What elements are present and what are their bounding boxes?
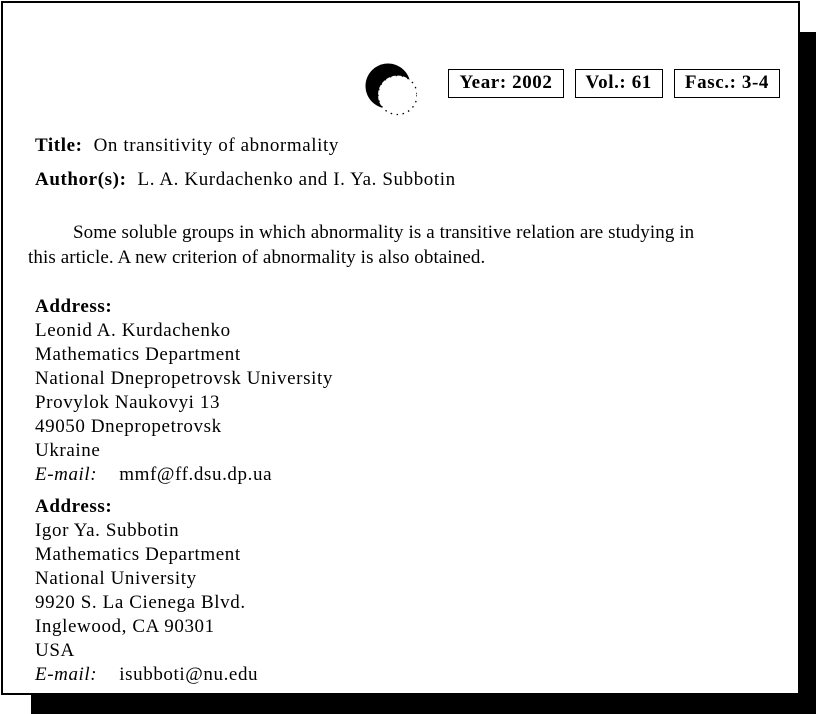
- email-address: isubboti@nu.edu: [119, 664, 259, 685]
- volume-badge: Vol.: 61: [575, 69, 663, 98]
- title-line: [35, 134, 339, 158]
- email-label: E-mail:: [35, 464, 98, 485]
- email-line: [35, 463, 333, 487]
- address-label: Address:: [35, 496, 113, 517]
- crescent-moon-logo-icon: [365, 62, 417, 116]
- abstract-page: [1, 1, 800, 695]
- address-line: Inglewood, CA 90301: [35, 616, 215, 637]
- issue-badges: [448, 69, 780, 98]
- year-badge: Year: 2002: [448, 69, 563, 98]
- abstract-line: Some soluble groups in which abnormality is a transitive relation are studying in: [73, 222, 695, 243]
- address-line: Ukraine: [35, 440, 101, 461]
- address-line: 9920 S. La Cienega Blvd.: [35, 592, 246, 613]
- abstract: [28, 220, 694, 270]
- address-block-kurdachenko: [35, 295, 333, 487]
- authors-line: [35, 168, 456, 192]
- authors-label: Author(s):: [35, 169, 127, 190]
- address-line: National Dnepropetrovsk University: [35, 368, 333, 389]
- address-line: Provylok Naukovyi 13: [35, 392, 221, 413]
- email-line: [35, 663, 258, 687]
- address-line: 49050 Dnepropetrovsk: [35, 416, 222, 437]
- title-label: Title:: [35, 135, 83, 156]
- address-line: USA: [35, 640, 75, 661]
- email-label: E-mail:: [35, 664, 98, 685]
- fascicle-badge: Fasc.: 3-4: [674, 69, 780, 98]
- address-line: Mathematics Department: [35, 544, 241, 565]
- abstract-line: this article. A new criterion of abnormality is also obtained.: [28, 247, 486, 268]
- address-line: National University: [35, 568, 197, 589]
- address-line: Mathematics Department: [35, 344, 241, 365]
- address-line: Igor Ya. Subbotin: [35, 520, 180, 541]
- authors-text: L. A. Kurdachenko and I. Ya. Subbotin: [137, 169, 456, 190]
- crescent-moon-logo-svg: [365, 62, 417, 116]
- address-line: Leonid A. Kurdachenko: [35, 320, 231, 341]
- address-label: Address:: [35, 296, 113, 317]
- title-text: On transitivity of abnormality: [93, 135, 340, 156]
- email-address: mmf@ff.dsu.dp.ua: [119, 464, 273, 485]
- address-block-subbotin: [35, 495, 258, 687]
